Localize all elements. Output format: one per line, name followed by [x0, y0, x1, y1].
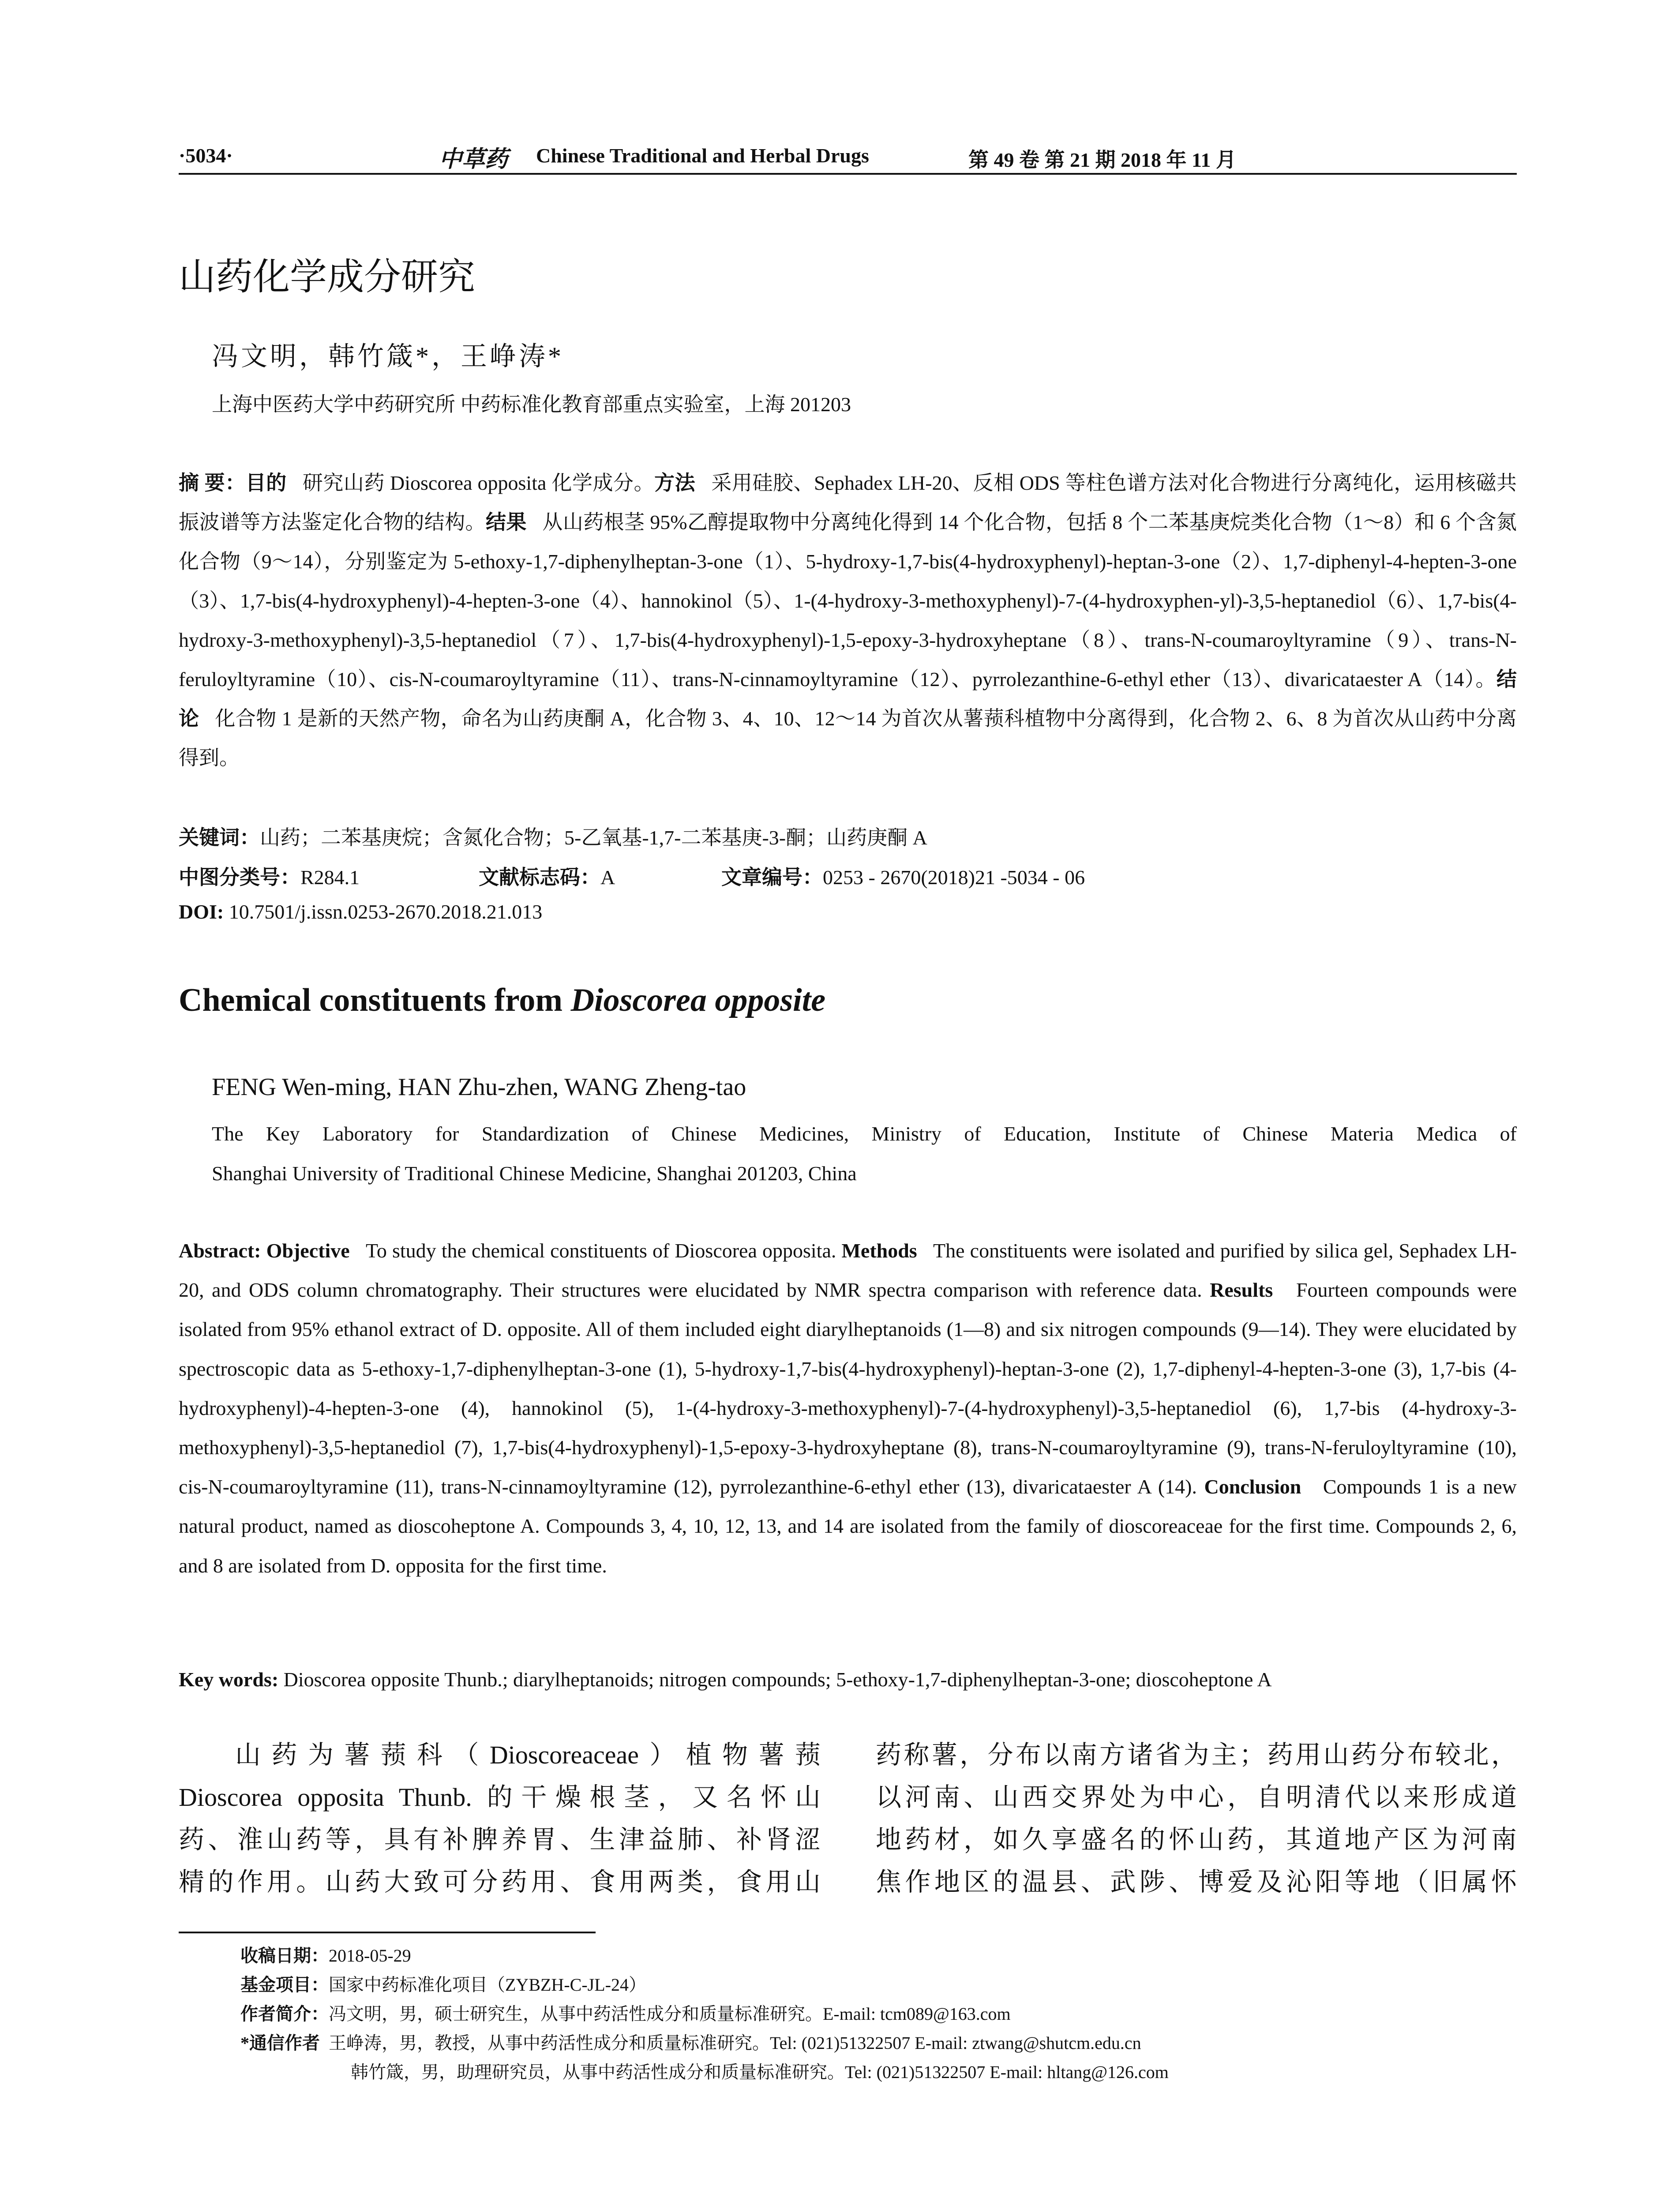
- methods-label-cn: 方法: [654, 472, 696, 494]
- article-number-label: 文章编号：: [721, 866, 823, 889]
- body-right-line-1: 药称薯，分布以南方诸省为主；药用山药分布较北，: [876, 1741, 1517, 1769]
- page-title-en: [179, 982, 825, 1019]
- body-left-line-4: 精的作用。山药大致可分药用、食用两类，食用山: [179, 1868, 821, 1896]
- affiliation-en-line-2: Shanghai University of Traditional Chinese Medicine, Shanghai 201203, China: [212, 1162, 857, 1185]
- body-left-column: [179, 1734, 821, 1910]
- received-label: 收稿日期：: [240, 1946, 329, 1966]
- conclusion-text-cn: 化合物 1 是新的天然产物，命名为山药庚酮 A，化合物 3、4、10、12～14 为首次从薯蓣科植物中分离得到，化合物 2、6、8 为首次从山药中分离得到。: [179, 707, 1517, 769]
- body-left-line-2: Dioscorea opposita Thunb. 的干燥根茎，又名怀山: [179, 1783, 821, 1812]
- keywords-text-en: Dioscorea opposite Thunb.; diarylheptanoids; nitrogen compounds; 5-ethoxy-1,7-diphenylheptan-3-one; dioscoheptone A: [283, 1668, 1272, 1691]
- objective-label-cn: 目的: [245, 472, 287, 494]
- footnotes: [240, 1941, 1515, 2087]
- footnote-author-bio: [240, 2000, 1515, 2029]
- results-label-en: Results: [1210, 1279, 1273, 1302]
- affiliation-en: [212, 1114, 1517, 1193]
- methods-text-cn: 采用硅胶、Sephadex LH-20、反相 ODS 等柱色谱方法对化合物进行分离纯化，运用核磁共振波谱等方法鉴定化合物的结构。: [179, 472, 1517, 533]
- abstract-cn: [179, 463, 1517, 777]
- doi-value[interactable]: 10.7501/j.issn.0253-2670.2018.21.013: [229, 900, 543, 923]
- corresponding-author-2: 韩竹箴，男，助理研究员，从事中药活性成分和质量标准研究。Tel: (021)51322507 E-mail: hltang@126.com: [351, 2062, 1169, 2082]
- footnote-fund: [240, 1970, 1515, 2000]
- running-header: [179, 140, 1517, 176]
- title-en-plain: Chemical constituents from: [179, 982, 571, 1018]
- page-number: ·5034·: [179, 144, 233, 167]
- affiliation-en-line-1: The Key Laboratory for Standardization of Chinese Medicines, Ministry of Education, Institute of Chinese Materia Medica of: [212, 1122, 1517, 1145]
- corresponding-label: *通信作者: [240, 2033, 320, 2053]
- article-number-value: 0253 - 2670(2018)21 -5034 - 06: [823, 866, 1085, 889]
- conclusion-label-en: Conclusion: [1204, 1475, 1301, 1498]
- body-right-line-3: 地药材，如久享盛名的怀山药，其道地产区为河南: [876, 1825, 1517, 1854]
- body-left-line-3: 药、淮山药等，具有补脾养胃、生津益肺、补肾涩: [179, 1825, 821, 1854]
- conclusion-label-cn: 结论: [179, 668, 1517, 730]
- abstract-label-cn: 摘 要：: [179, 472, 246, 494]
- header-rule: [179, 173, 1517, 175]
- doccode-label: 文献标志码：: [479, 866, 600, 889]
- doi-line: [179, 900, 542, 923]
- results-text-cn: 从山药根茎 95%乙醇提取物中分离纯化得到 14 个化合物，包括 8 个二苯基庚烷类化合物（1～8）和 6 个含氮化合物（9～14），分别鉴定为 5-ethoxy-1,7-diphenylheptan-3-one（1）、5-hydroxy-1,7-bis(4-hydroxyphenyl)-heptan-3-one（2）、1,7-diphenyl-4-hepten-3-one（3）、1,7-bis(4-hydroxyphenyl)-4-hepten-3-one（4）、hannokinol（5）、1-(4-hydroxy-3-methoxyphenyl)-7-(4-hydroxyphen-yl)-3,5-heptanediol（6）、1,7-bis(4-hydroxy-3-methoxyphenyl)-3,5-heptanediol（7）、1,7-bis(4-hydroxyphenyl)-1,5-epoxy-3-hydroxyheptane（8）、trans-N-coumaroyltyramine（9）、trans-N-feruloyltyramine（10）、cis-N-coumaroyltyramine（11）、trans-N-cinnamoyltyramine（12）、pyrrolezanthine-6-ethyl ether（13）、divaricataester A（14）。: [179, 511, 1517, 690]
- methods-text-en: The constituents were isolated and purified by silica gel, Sephadex LH-20, and ODS column chromatography. Their structures were elucidated by NMR spectra comparison with reference data.: [179, 1239, 1517, 1302]
- title-en-italic: Dioscorea opposite: [570, 982, 826, 1018]
- footnote-corresponding-2: [240, 2058, 1515, 2087]
- conclusion-text-en: Compounds 1 is a new natural product, named as dioscoheptone A. Compounds 3, 4, 10, 12, 13, and 14 are isolated from the family of dioscoreaceae for the first time. Compounds 2, 6, and 8 are isolated from D. opposita for the first time.: [179, 1475, 1517, 1577]
- abstract-label-en: Abstract:: [179, 1239, 261, 1262]
- body-right-line-2: 以河南、山西交界处为中心，自明清代以来形成道: [876, 1783, 1517, 1812]
- footnote-corresponding: [240, 2029, 1515, 2058]
- body-right-column: [876, 1734, 1517, 1910]
- authors-cn: 冯文明，韩竹箴*，王峥涛*: [212, 342, 564, 371]
- journal-name-cn: 中草药: [439, 147, 508, 172]
- results-text-en: Fourteen compounds were isolated from 95% ethanol extract of D. opposite. All of them included eight diarylheptanoids (1—8) and six nitrogen compounds (9—14). They were elucidated by spectroscopic data as 5-ethoxy-1,7-diphenylheptan-3-one (1), 5-hydroxy-1,7-bis(4-hydroxyphenyl)-heptan-3-one (2), 1,7-diphenyl-4-hepten-3-one (3), 1,7-bis (4-hydroxyphenyl)-4-hepten-3-one (4), hannokinol (5), 1-(4-hydroxy-3-methoxyphenyl)-7-(4-hydroxyphenyl)-3,5-heptanediol (6), 1,7-bis (4-hydroxy-3-methoxyphenyl)-3,5-heptanediol (7), 1,7-bis(4-hydroxyphenyl)-1,5-epoxy-3-hydroxyheptane (8), trans-N-coumaroyltyramine (9), trans-N-feruloyltyramine (10), cis-N-coumaroyltyramine (11), trans-N-cinnamoyltyramine (12), pyrrolezanthine-6-ethyl ether (13), divaricataester A (14).: [179, 1279, 1517, 1498]
- results-label-cn: 结果: [485, 511, 527, 533]
- corresponding-author-1: 王峥涛，男，教授，从事中药活性成分和质量标准研究。Tel: (021)51322507 E-mail: ztwang@shutcm.edu.cn: [329, 2033, 1141, 2053]
- fund-label: 基金项目：: [240, 1975, 329, 1995]
- clc-label: 中图分类号：: [179, 866, 300, 889]
- keywords-text-cn: 山药；二苯基庚烷；含氮化合物；5-乙氧基-1,7-二苯基庚-3-酮；山药庚酮 A: [260, 826, 927, 849]
- received-date: 2018-05-29: [329, 1946, 411, 1966]
- objective-text-cn: 研究山药 Dioscorea opposita 化学成分。: [302, 472, 655, 494]
- keywords-en: [179, 1668, 1517, 1691]
- objective-label-en: Objective: [266, 1239, 350, 1262]
- body-right-line-4: 焦作地区的温县、武陟、博爱及沁阳等地（旧属怀: [876, 1868, 1517, 1896]
- authors-en: FENG Wen-ming, HAN Zhu-zhen, WANG Zheng-tao: [212, 1073, 746, 1101]
- keywords-label-en: Key words:: [179, 1668, 279, 1691]
- body-left-line-1: 山药为薯蓣科（Dioscoreaceae）植物薯蓣: [235, 1741, 821, 1769]
- bio-label: 作者简介：: [240, 2004, 329, 2024]
- doi-label: DOI:: [179, 900, 224, 923]
- abstract-en: [179, 1231, 1517, 1585]
- keywords-cn: [179, 822, 927, 851]
- fund-text: 国家中药标准化项目（ZYBZH-C-JL-24）: [329, 1975, 646, 1995]
- doccode-value: A: [600, 866, 615, 889]
- footnote-rule: [179, 1932, 596, 1933]
- objective-text-en: To study the chemical constituents of Dioscorea opposita.: [365, 1239, 836, 1262]
- bio-text: 冯文明，男，硕士研究生，从事中药活性成分和质量标准研究。E-mail: tcm089@163.com: [329, 2004, 1011, 2024]
- page-title-cn: 山药化学成分研究: [179, 257, 476, 298]
- issue-info: 第 49 卷 第 21 期 2018 年 11 月: [968, 149, 1236, 171]
- footnote-received: [240, 1941, 1515, 1970]
- affiliation-cn: 上海中医药大学中药研究所 中药标准化教育部重点实验室，上海 201203: [212, 393, 851, 416]
- methods-label-en: Methods: [841, 1239, 917, 1262]
- journal-name-en: Chinese Traditional and Herbal Drugs: [536, 144, 869, 167]
- keywords-label-cn: 关键词：: [179, 826, 260, 849]
- clc-value: R284.1: [300, 866, 360, 889]
